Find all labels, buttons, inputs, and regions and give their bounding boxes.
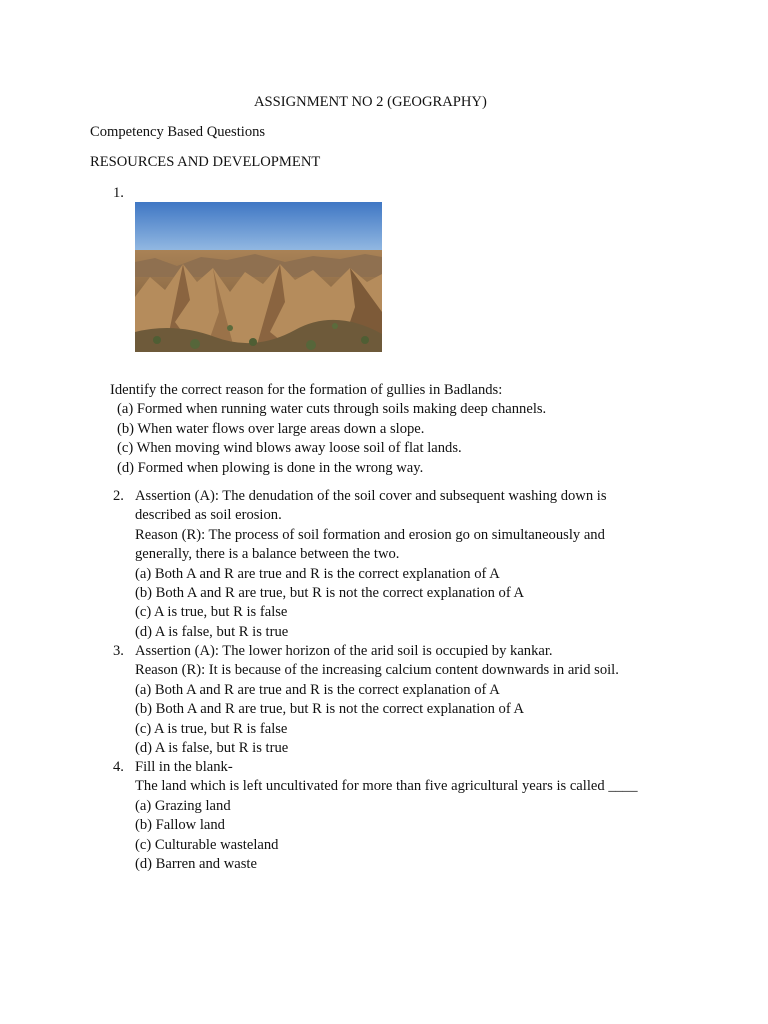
- question-4-instruction: Fill in the blank-: [135, 759, 233, 775]
- question-2-option-d: (d) A is false, but R is true: [135, 623, 289, 640]
- question-2-assertion-cont: described as soil erosion.: [135, 507, 282, 524]
- question-4-option-d: (d) Barren and waste: [135, 856, 257, 873]
- question-2-reason-cont: generally, there is a balance between the two.: [135, 546, 400, 563]
- question-3-option-c: (c) A is true, but R is false: [135, 720, 288, 737]
- question-4-option-c: (c) Culturable wasteland: [135, 836, 279, 853]
- question-3-option-a: (a) Both A and R are true and R is the correct explanation of A: [135, 681, 500, 698]
- question-1-option-d: (d) Formed when plowing is done in the wrong way.: [117, 459, 424, 476]
- question-2-number: 2.: [113, 488, 124, 504]
- question-2-assertion: Assertion (A): The denudation of the soil cover and subsequent washing down is: [135, 488, 607, 504]
- question-2-body: [135, 487, 607, 642]
- question-4-option-b: (b) Fallow land: [135, 817, 225, 834]
- question-1-text: Identify the correct reason for the formation of gullies in Badlands:: [110, 382, 503, 398]
- question-4-option-a: (a) Grazing land: [135, 797, 231, 814]
- question-2-option-a: (a) Both A and R are true and R is the correct explanation of A: [135, 565, 500, 582]
- question-2-option-b: (b) Both A and R are true, but R is not the correct explanation of A: [135, 585, 525, 602]
- question-4-stem: The land which is left uncultivated for more than five agricultural years is called ____: [135, 778, 638, 795]
- question-3-number: 3.: [113, 643, 124, 659]
- question-2-reason: Reason (R): The process of soil formation and erosion go on simultaneously and: [135, 526, 605, 543]
- question-3-reason: Reason (R): It is because of the increasing calcium content downwards in arid soil.: [135, 662, 619, 679]
- question-4-body: [135, 758, 638, 874]
- question-3-body: [135, 642, 619, 758]
- question-1-stem: [110, 381, 546, 478]
- document-title: ASSIGNMENT NO 2 (GEOGRAPHY): [254, 94, 487, 110]
- question-2-option-c: (c) A is true, but R is false: [135, 604, 288, 621]
- section-heading-chapter: RESOURCES AND DEVELOPMENT: [90, 154, 321, 170]
- question-3-option-d: (d) A is false, but R is true: [135, 740, 289, 757]
- question-3-option-b: (b) Both A and R are true, but R is not the correct explanation of A: [135, 701, 525, 718]
- section-heading-competency: Competency Based Questions: [90, 124, 266, 140]
- badlands-photo: [135, 202, 382, 352]
- question-1-option-a: (a) Formed when running water cuts through soils making deep channels.: [117, 401, 547, 418]
- question-4-number: 4.: [113, 759, 124, 775]
- question-3-assertion: Assertion (A): The lower horizon of the arid soil is occupied by kankar.: [135, 643, 553, 659]
- question-1-option-c: (c) When moving wind blows away loose soil of flat lands.: [117, 440, 462, 457]
- question-1-number: 1.: [113, 185, 124, 201]
- badlands-photo-icon: [135, 202, 382, 352]
- question-1-option-b: (b) When water flows over large areas down a slope.: [117, 420, 425, 437]
